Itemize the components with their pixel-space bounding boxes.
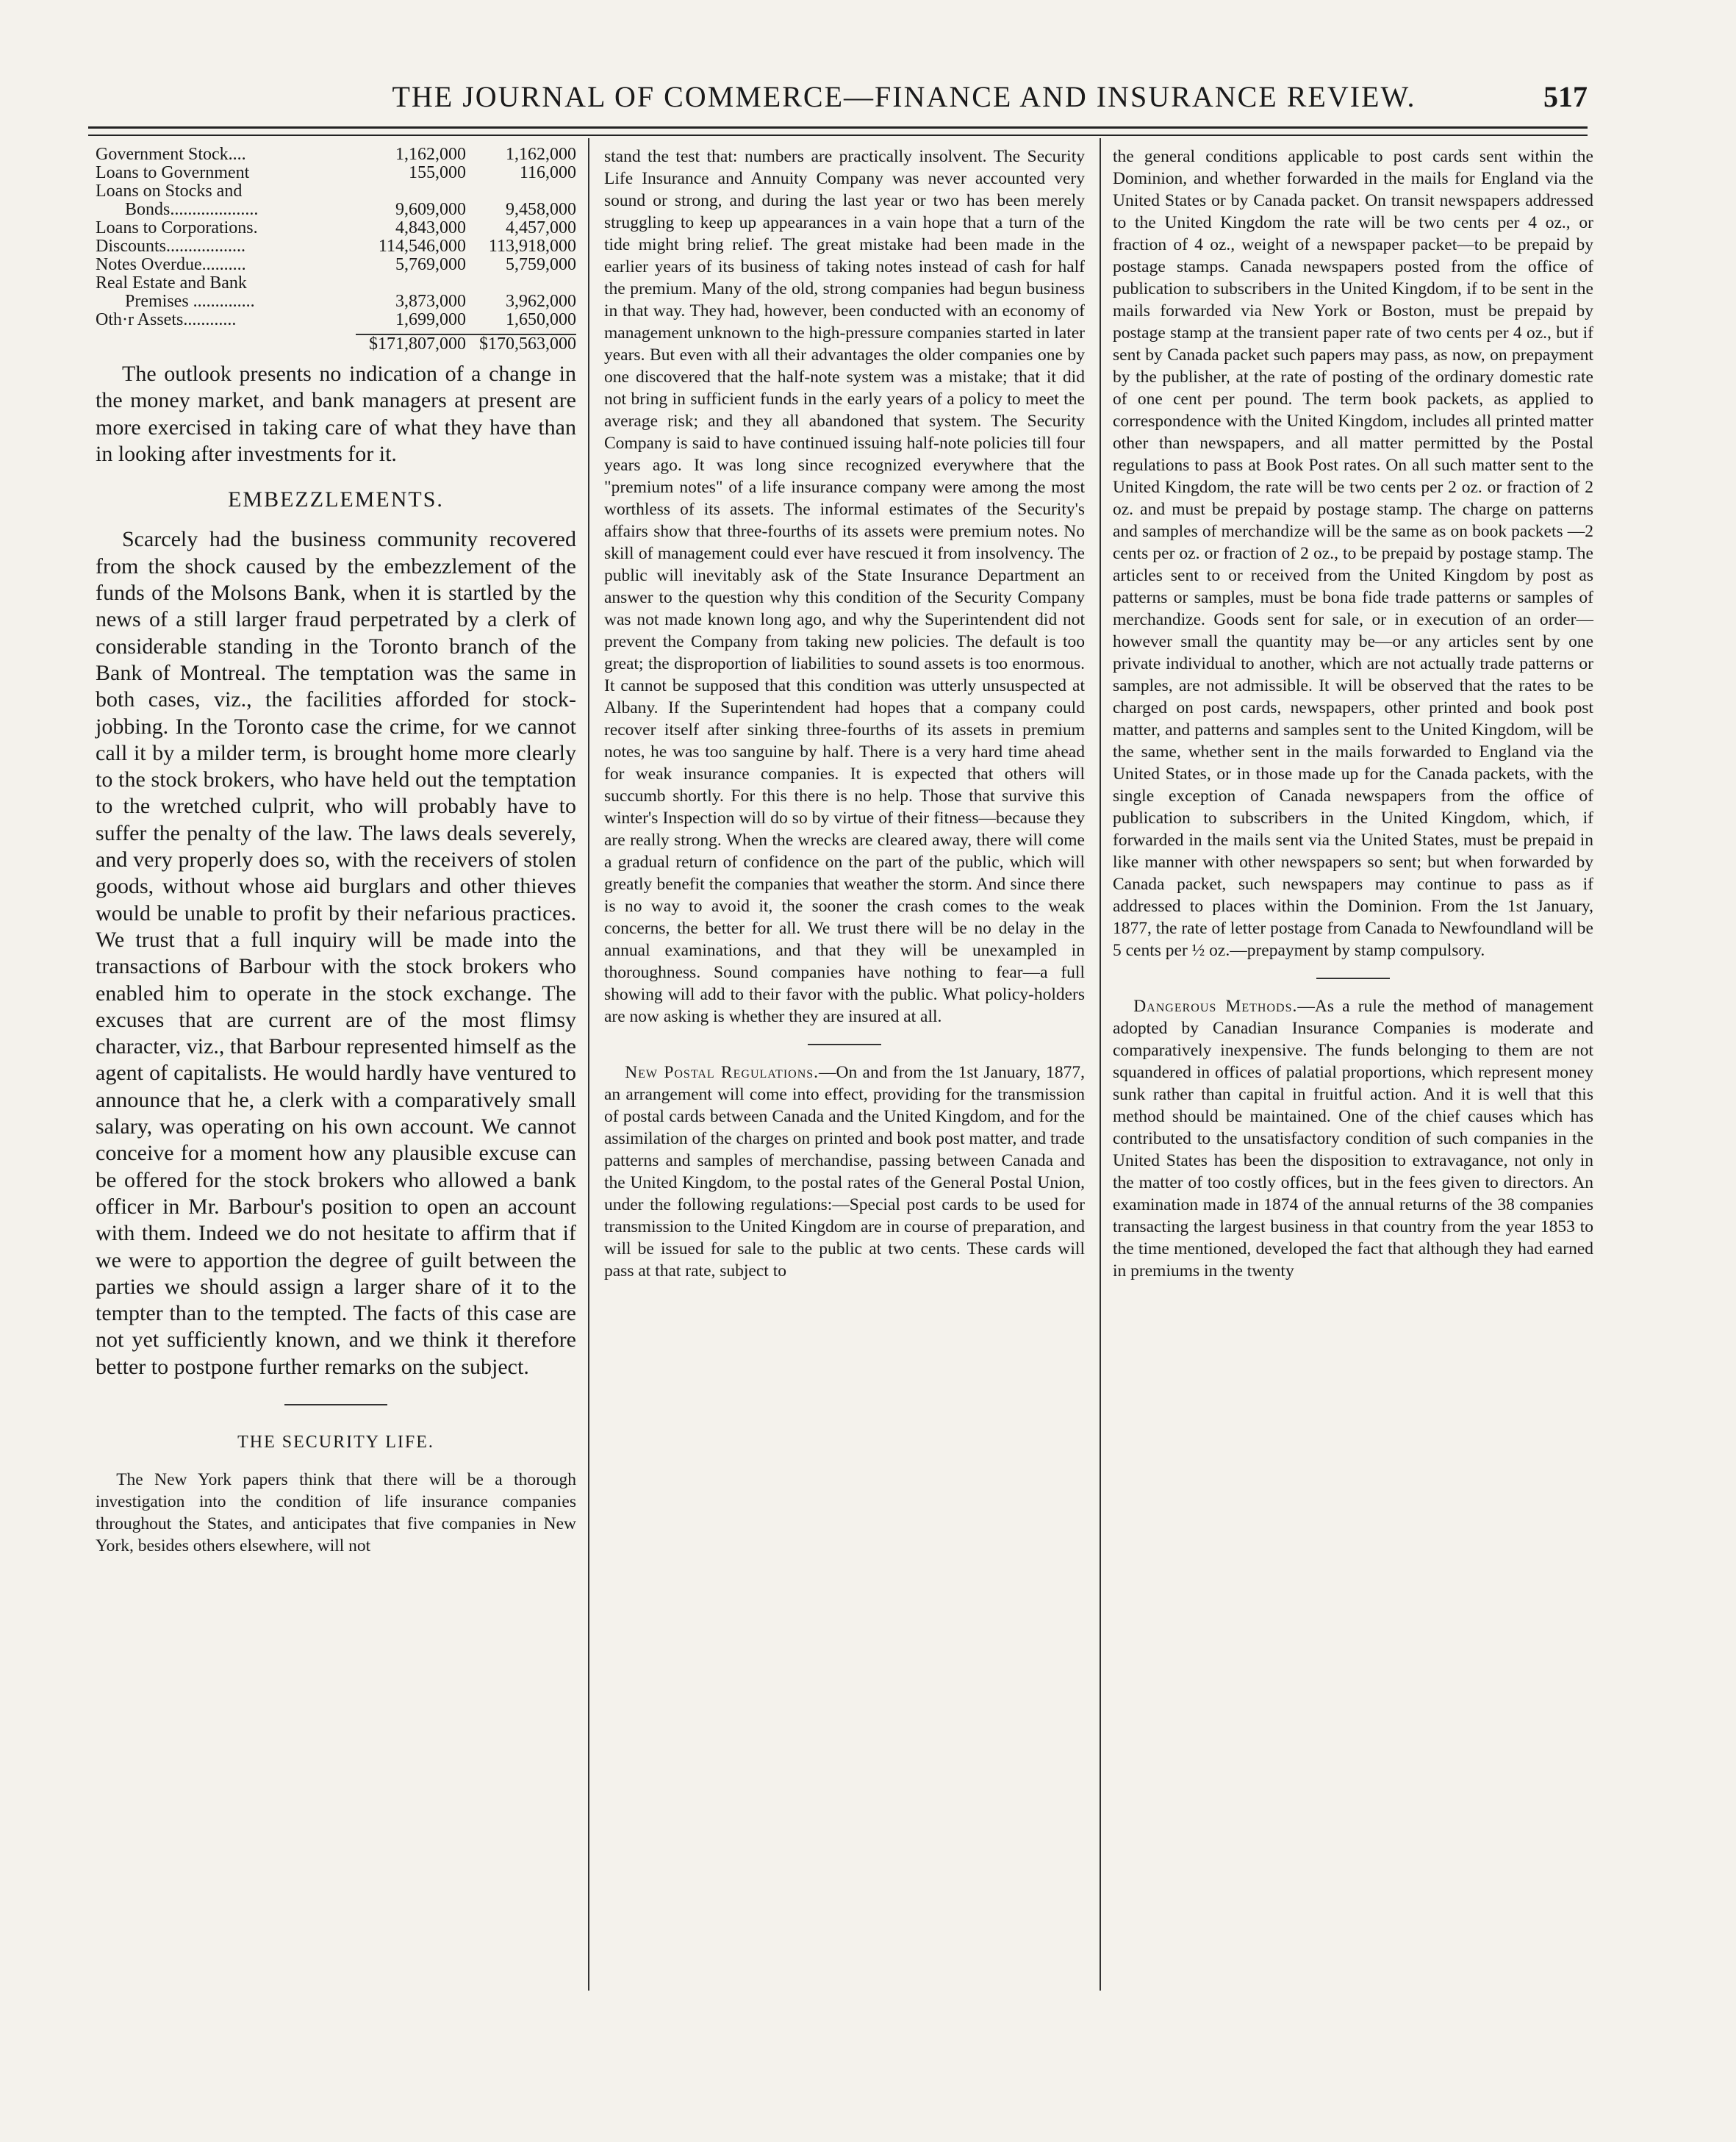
embezzlements-heading: EMBEZZLEMENTS. <box>228 487 444 512</box>
assets-row <box>96 146 576 164</box>
page-number: 517 <box>1543 80 1588 113</box>
outlook-paragraph: The outlook presents no indication of a change in the money market, and bank managers at present are more exercised in taking care of what they have than in looking after investments for it. <box>96 362 576 466</box>
header-rule <box>88 126 1588 136</box>
row-value: 3,873,000 <box>395 292 466 311</box>
assets-row <box>96 311 576 329</box>
row-value: 113,918,000 <box>488 237 576 256</box>
row-value: 1,162,000 <box>506 145 576 164</box>
row-value: 155,000 <box>409 163 466 182</box>
assets-row <box>96 256 576 274</box>
column-rule <box>588 138 589 1991</box>
postal-paragraph <box>604 1061 1085 1282</box>
security-continued: stand the test that: numbers are practically insolvent. The Security Life Insurance and Annuity Company was never accounted very sound or strong, and during the last year or two has been merely struggling to keep up appearances in a vain hope that a turn of the tide might bring relief. The great mistake had been made in the earlier years of its business of taking notes instead of cash for half the premium. Many of the old, strong companies had begun business in that way. They had, however, been conducted with an economy of management unknown to the high-pressure companies started in later years. But even with all their advantages the older companies one by one discovered that the half-note system was a mistake; that it did not bring in sufficient funds in the early years of a policy to meet the average risk; and they all abandoned that system. The Security Company is said to have continued issuing half-note policies till four years ago. It was long since recognized everywhere that the "premium notes" of a life insurance company were among the most worthless of its assets. The informal estimates of the Security's affairs show that three-fourths of its assets were premium notes. No skill of management could ever have rescued it from insolvency. The public will inevitably ask of the State Insurance Department an answer to the question why this condition of the Security Company was not made known long ago, and why the Superintendent did not prevent the Company from taking new policies. The default is too great; the disproportion of liabilities to sound assets is too enormous. It cannot be supposed that this condition was utterly unsuspected at Albany. If the Superintendent had hopes that a company could recover itself after sinking three-fourths of its assets in premium notes, he was too sanguine by half. There is a very hard time ahead for weak insurance companies. It is expected that others will succumb shortly. For this there is no help. Those that survive this winter's Inspection will do so by virtue of their fitness—because they are really strong. When the wrecks are cleared away, there will come a gradual return of confidence on the part of the public, which will greatly benefit the companies that weather the storm. And since there is no way to avoid it, the sooner the crash comes to the weak concerns, the better for all. We trust there will be no delay in the annual examinations, and that they will be unexampled in thoroughness. Sound companies have nothing to fear—a full showing will add to their favor with the public. What policy-holders are now asking is whether they are insured at all. <box>604 147 1085 1026</box>
row-value: 4,457,000 <box>506 218 576 237</box>
column-rule <box>1100 138 1101 1991</box>
separator <box>284 1404 387 1405</box>
assets-table <box>96 146 576 354</box>
security-paragraph: The New York papers think that there will be a thorough investigation into the condition of life insurance companies throughout the States, and anticipates that five companies in New York, besides others elsewhere, will not <box>96 1470 576 1556</box>
assets-row <box>96 274 576 293</box>
row-label: Loans to Government <box>96 163 250 182</box>
assets-total-row <box>96 329 576 354</box>
dangerous-text: —As a rule the method of management adopted by Canadian Insurance Companies is moderate and comparatively inexpensive. The funds belonging to them are not squandered in offices of palatial proportions, which represent money sunk rather than capital in fruitful action. And it is well that this method should be maintained. One of the chief causes which has contributed to the unsatisfactory condition of such companies in the United States has been the disposition to extravagance, not only in the matter of too costly offices, but in the fees given to directors. An examination made in 1874 of the annual returns of the 38 companies transacting the largest business in that country from the year 1853 to the time mentioned, developed the fact that although they had earned in premiums in the twenty <box>1113 997 1593 1280</box>
row-value: 1,162,000 <box>395 145 466 164</box>
row-label: Premises .............. <box>125 292 255 311</box>
column-3 <box>1113 146 1593 1282</box>
row-value: 9,609,000 <box>395 200 466 219</box>
postal-text: —On and from the 1st January, 1877, an arrangement will come into effect, providing for the transmission of postal cards between Canada and the United Kingdom, and for the assimilation of the charges on printed and book post matter, and trade patterns and samples of merchandise, passing between Canada and the United Kingdom, to the postal rates of the General Postal Union, under the following regulations:—Special post cards to be used for transmission to the United Kingdom are in course of preparation, and will be issued for sale to the public at two cents. These cards will pass at that rate, subject to <box>604 1063 1085 1280</box>
row-value: 4,843,000 <box>395 218 466 237</box>
dangerous-heading: Dangerous Methods. <box>1133 997 1298 1016</box>
embezzlements-paragraph: Scarcely had the business community recovered from the shock caused by the embezzlement of the funds of the Molsons Bank, when it is startled by the news of a still larger fraud perpetrated by a clerk of considerable standing in the Toronto branch of the Bank of Montreal. The temptation was the same in both cases, viz., the facilities afforded for stock-jobbing. In the Toronto case the crime, for we cannot call it by a milder term, is brought home more clearly to the stock brokers, who have held out the temptation to the wretched culprit, who will probably have to suffer the penalty of the law. The laws deals severely, and very properly does so, with the receivers of stolen goods, without whose aid burglars and other thieves would be unable to profit by their nefarious practices. We trust that a full inquiry will be made into the transactions of Barbour with the stock brokers who enabled him to operate in the stock exchange. The excuses that are current are of the most flimsy character, viz., that Barbour represented himself as the agent of capitalists. He would hardly have ventured to announce that he, a clerk with a comparatively small salary, was operating on his own account. We cannot conceive for a moment how any plausible excuse can be offered for the stock brokers who allowed a bank officer in Mr. Barbour's position to open an account with them. Indeed we do not hesitate to affirm that if we were to apportion the degree of guilt between the parties we should assign a larger share of it to the tempter than to the tempted. The facts of this case are not yet sufficiently known, and we think it therefore better to postpone further remarks on the subject. <box>96 527 576 1379</box>
assets-row <box>96 182 576 201</box>
assets-row <box>96 201 576 219</box>
row-label: Discounts.................. <box>96 237 245 256</box>
row-value: 9,458,000 <box>506 200 576 219</box>
row-label: Real Estate and Bank <box>96 273 247 293</box>
row-label: Loans to Corporations. <box>96 218 258 237</box>
row-label: Loans on Stocks and <box>96 182 243 201</box>
row-label: Bonds.................... <box>125 200 259 219</box>
postal-heading: New Postal Regulations. <box>625 1063 819 1082</box>
row-value: 3,962,000 <box>506 292 576 311</box>
row-value: 1,650,000 <box>506 310 576 329</box>
row-label: Government Stock.... <box>96 145 246 164</box>
assets-row <box>96 293 576 311</box>
row-label: Notes Overdue.......... <box>96 255 246 274</box>
row-value: 5,769,000 <box>395 255 466 274</box>
separator <box>1316 978 1390 979</box>
running-title: THE JOURNAL OF COMMERCE—FINANCE AND INSURANCE REVIEW. <box>392 80 1416 113</box>
assets-row <box>96 219 576 237</box>
row-value <box>466 274 576 293</box>
total-a: $171,807,000 <box>356 334 466 354</box>
column-1 <box>96 146 576 1557</box>
row-value: 114,546,000 <box>378 237 466 256</box>
row-value: 116,000 <box>519 163 576 182</box>
row-value: 1,699,000 <box>395 310 466 329</box>
row-value <box>466 182 576 201</box>
assets-row <box>96 237 576 256</box>
postal-continued: the general conditions applicable to post cards sent within the Dominion, and whether forwarded in the mails for England via the United States or by Canada packet. On transit newspapers addressed to the United Kingdom the rate will be two cents per 4 oz., or fraction of 4 oz., weight of a newspaper packet—to be prepaid by postage stamps. Canada newspapers posted from the office of publication to subscribers in the United Kingdom, if to be sent in the mails forwarded via New York or Boston, must be prepaid by postage stamp at the transient paper rate of two cents per 4 oz., but if sent by Canada packet such papers may pass, as now, on prepayment by the publisher, at the rate of posting of the ordinary domestic rate of one cent per pound. The term book packets, as applied to correspondence with the United Kingdom, includes all printed matter other than newspapers, and all matter permitted by the Postal regulations to pass at Book Post rates. On all such matter sent to the United Kingdom, the rate will be two cents per 2 oz. or fraction of 2 oz. and must be prepaid by postage stamp. The charge on patterns and samples of merchandize will be the same as on book packets —2 cents per oz. or fraction of 2 oz., to be prepaid by postage stamp. The articles sent to or received from the United Kingdom by post as patterns or samples, must be bona fide trade patterns or samples of merchandize. Goods sent for sale, or in execution of an order—however small the quantity may be—or any articles sent by one private individual to another, which are not actually trade patterns or samples, are not admissible. It will be observed that the rates to be charged on post cards, newspapers, other printed and book post matter, and patterns and samples sent to the United Kingdom, will be the same, whether sent in the mails forwarded to England via the United States, or in those made up for the Canada packets, with the single exception of Canada newspapers from the office of publication to subscribers in the United Kingdom, which, if forwarded in the mails sent via the United States, must be prepaid in like manner with other newspapers so sent; but when forwarded by Canada packet, such newspapers may continue to pass as if addressed to places within the Dominion. From the 1st January, 1877, the rate of letter postage from Canada to Newfoundland will be 5 cents per ½ oz.—prepayment by stamp compulsory. <box>1113 147 1593 960</box>
separator <box>808 1044 881 1045</box>
row-value <box>356 182 466 201</box>
row-value: 5,759,000 <box>506 255 576 274</box>
security-heading: THE SECURITY LIFE. <box>237 1432 434 1452</box>
assets-row <box>96 164 576 182</box>
dangerous-paragraph <box>1113 995 1593 1282</box>
total-b: $170,563,000 <box>466 334 576 354</box>
row-label: Oth·r Assets............ <box>96 310 237 329</box>
page-header <box>88 79 1588 123</box>
row-value <box>356 274 466 293</box>
column-2 <box>604 146 1085 1282</box>
